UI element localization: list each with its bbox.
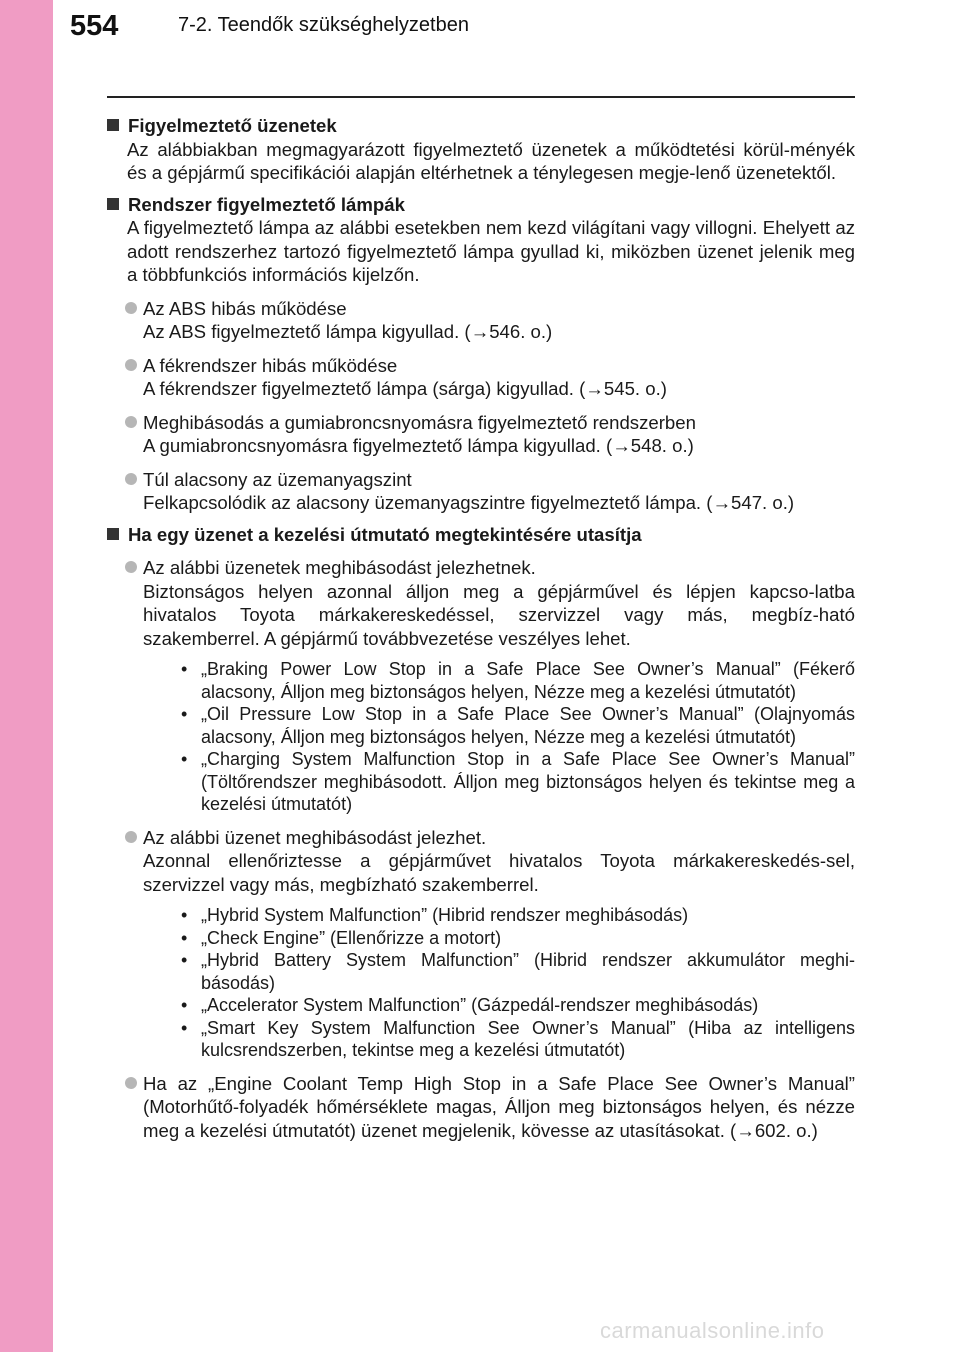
bullet-line: Az alábbi üzenet meghibásodást jelezhet.	[143, 826, 487, 848]
bullet-line: Azonnal ellenőriztesse a gépjárművet hivatalos Toyota márkakereskedés-sel, szervizzel vagy más, megbízható szakemberrel.	[143, 850, 855, 895]
bullet-line: Biztonságos helyen azonnal álljon meg a gépjárművel és lépjen kapcso-latba hivatalos Toyota márkakereskedéssel, szervizzel vagy más, megbíz-ható szakemberrel. A gépjármű továbbvezetése veszélyes lehet.	[143, 580, 855, 649]
section-heading-text: Ha egy üzenet a kezelési útmutató megtekintésére utasítja	[128, 523, 642, 545]
round-bullet-icon	[125, 359, 137, 371]
bullet-line: A fékrendszer figyelmeztető lámpa (sárga) kigyullad. (→545. o.)	[143, 378, 667, 399]
square-bullet-icon	[107, 119, 119, 131]
paragraph-text: A figyelmeztető lámpa az alábbi esetekben nem kezd világítani vagy villogni. Ehelyett az adott rendszerhez tartozó figyelmeztető lámpa gyullad ki, miközben üzenet jelenik meg a többfunkciós információs kijelzőn.	[127, 217, 855, 285]
bullet-line: Ha az „Engine Coolant Temp High Stop in a Safe Place See Owner’s Manual” (Motorhűtő-folyadék hőmérséklete magas, Álljon meg biztonságos helyen, és nézze meg a kezelési útmutatót) üzenet megjelenik, kövesse az utasításokat. (→602. o.)	[143, 1072, 855, 1141]
bullet-item	[127, 826, 855, 1062]
bullet-line: Az alábbi üzenetek meghibásodást jelezhetnek.	[143, 557, 536, 578]
watermark: carmanualsonline.info	[600, 1318, 825, 1343]
bullet-text	[143, 411, 855, 458]
section	[107, 114, 855, 185]
bullet-item	[127, 1072, 855, 1143]
bullet-line: Az ABS figyelmeztető lámpa kigyullad. (→546. o.)	[143, 321, 553, 342]
round-bullet-icon	[125, 1077, 137, 1089]
section-heading	[107, 523, 855, 547]
bullet-line: Meghibásodás a gumiabroncsnyomásra figyelmeztető rendszerben	[143, 411, 696, 433]
square-bullet-icon	[107, 528, 119, 540]
square-bullet-icon	[107, 198, 119, 210]
section-heading	[107, 193, 855, 217]
message-list	[181, 904, 855, 1062]
bullet-line: Túl alacsony az üzemanyagszint	[143, 468, 412, 490]
round-bullet-icon	[125, 831, 137, 843]
header-rule	[107, 96, 855, 98]
message-list-item: • „Check Engine” (Ellenőrizze a motort)	[181, 927, 855, 950]
section-paragraph	[127, 138, 855, 185]
section-paragraph	[127, 216, 855, 287]
bullet-line: Az ABS hibás működése	[143, 297, 347, 319]
message-list-item: • „Hybrid System Malfunction” (Hibrid rendszer meghibásodás)	[181, 904, 855, 927]
bullet-text	[143, 556, 855, 816]
message-list-item: • „Hybrid Battery System Malfunction” (Hibrid rendszer akkumulátor meghi-básodás)	[181, 949, 855, 994]
bullet-text	[143, 297, 855, 344]
bullet-item	[127, 354, 855, 401]
bullet-item	[127, 468, 855, 515]
section-heading-text: Figyelmeztető üzenetek	[128, 115, 337, 136]
message-list-item: • „Charging System Malfunction Stop in a Safe Place See Owner’s Manual” (Töltőrendszer meghibásodott. Álljon meg biztonságos helyen és tekintse meg a kezelési útmutatót)	[181, 748, 855, 816]
message-list-item: • „Braking Power Low Stop in a Safe Place See Owner’s Manual” (Fékerő alacsony, Álljon meg biztonságos helyen, Nézze meg a kezelési útmutatót)	[181, 658, 855, 703]
bullet-line: Felkapcsolódik az alacsony üzemanyagszintre figyelmeztető lámpa. (→547. o.)	[143, 492, 795, 513]
section	[107, 523, 855, 1143]
bullet-text	[143, 354, 855, 401]
section	[107, 193, 855, 515]
message-list-item: • „Accelerator System Malfunction” (Gázpedál-rendszer meghibásodás)	[181, 994, 855, 1017]
bullet-text	[143, 826, 855, 1062]
bullet-text	[143, 1072, 855, 1143]
bullet-item	[127, 556, 855, 816]
message-list-item: • „Smart Key System Malfunction See Owner’s Manual” (Hiba az intelligens kulcsrendszerben, tekintse meg a kezelési útmutatót)	[181, 1017, 855, 1062]
chapter-side-tab	[0, 0, 53, 1352]
bullet-line: A gumiabroncsnyomásra figyelmeztető lámpa kigyullad. (→548. o.)	[143, 435, 694, 456]
bullet-line: A fékrendszer hibás működése	[143, 354, 398, 376]
round-bullet-icon	[125, 561, 137, 573]
section-heading-text: Rendszer figyelmeztető lámpák	[128, 193, 405, 215]
message-list-item: • „Oil Pressure Low Stop in a Safe Place See Owner’s Manual” (Olajnyomás alacsony, Álljon meg biztonságos helyen, Nézze meg a kezelési útmutatót)	[181, 703, 855, 748]
bullet-text	[143, 468, 855, 515]
section-heading	[107, 114, 855, 138]
bullet-item	[127, 297, 855, 344]
round-bullet-icon	[125, 302, 137, 314]
document-body	[107, 106, 855, 1142]
paragraph-text: Az alábbiakban megmagyarázott figyelmeztető üzenetek a működtetési körül-ményék és a gépjármű specifikációi alapján eltérhetnek a ténylegesen megje-lenő üzenetektől.	[127, 138, 855, 183]
message-list	[181, 658, 855, 816]
round-bullet-icon	[125, 473, 137, 485]
bullet-item	[127, 411, 855, 458]
page-number: 554	[70, 10, 119, 42]
chapter-title: 7-2. Teendők szükséghelyzetben	[178, 14, 469, 36]
round-bullet-icon	[125, 416, 137, 428]
